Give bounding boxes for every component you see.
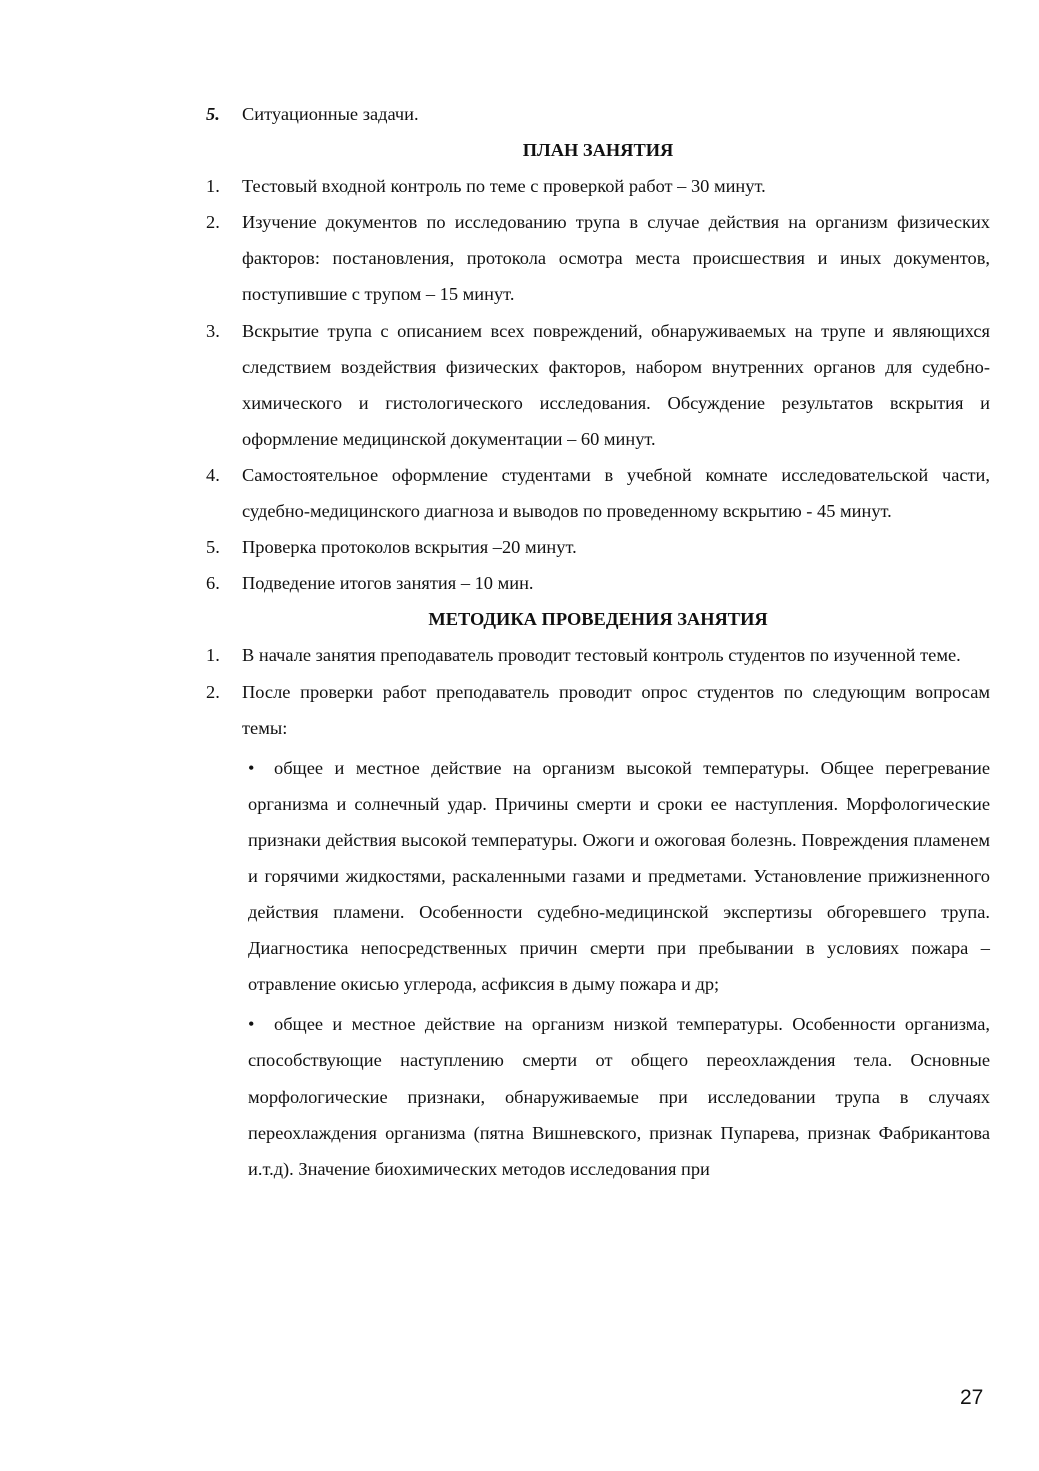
- list-item-text: Подведение итогов занятия – 10 мин.: [242, 573, 534, 594]
- list-item-number: 1.: [206, 176, 220, 197]
- list-item-number: 4.: [206, 464, 220, 485]
- plan-item-1: [206, 168, 990, 204]
- page-content: [206, 96, 990, 1187]
- method-item-1: [206, 637, 990, 673]
- list-item-text: Ситуационные задачи.: [242, 104, 419, 124]
- plan-item-6: [206, 565, 990, 601]
- bullet-text: общее и местное действие на организм высокой температуры. Общее перегревание организма и солнечный удар. Причины смерти и сроки ее наступления. Морфологические признаки действия высокой температуры. Ожоги и ожоговая болезнь. Повреждения пламенем и горячими жидкостями, раскаленными газами и предметами. Установление прижизненного действия пламени. Особенности судебно-медицинской экспертизы обгоревшего трупа. Диагностика непосредственных причин смерти при пребывании в условиях пожара – отравление окисью углерода, асфиксия в дыму пожара и др;: [248, 757, 990, 995]
- list-item-number: 1.: [206, 645, 220, 666]
- list-item-text: Проверка протоколов вскрытия –20 минут.: [242, 537, 577, 558]
- plan-item-5: [206, 529, 990, 565]
- plan-item-2: [206, 204, 990, 312]
- page-number: 27: [960, 1386, 984, 1409]
- bullet-item-low-temperature: [248, 1006, 990, 1186]
- list-item-text: Вскрытие трупа с описанием всех повреждений, обнаруживаемых на трупе и являющихся следствием воздействия физических факторов, набором внутренних органов для судебно-химического и гистологического исследования. Обсуждение результатов вскрытия и оформление медицинской документации – 60 минут.: [242, 320, 990, 449]
- list-item-text: Тестовый входной контроль по теме с проверкой работ – 30 минут.: [242, 176, 766, 197]
- method-item-2: [206, 674, 990, 746]
- list-item-text: Самостоятельное оформление студентами в учебной комнате исследовательской части, судебно-медицинского диагноза и выводов по проведенному вскрытию - 45 минут.: [242, 464, 990, 522]
- list-item-text: В начале занятия преподаватель проводит тестовый контроль студентов по изученной теме.: [242, 645, 961, 666]
- list-item-number: 2.: [206, 681, 220, 702]
- list-item-number: 6.: [206, 573, 220, 594]
- bullet-icon: •: [248, 1014, 255, 1035]
- bullet-text: общее и местное действие на организм низкой температуры. Особенности организма, способствующие наступлению смерти от общего переохлаждения тела. Основные морфологические признаки, обнаруживаемые при исследовании трупа в случаях переохлаждения организма (пятна Вишневского, признак Пупарева, признак Фабрикантова и.т.д). Значение биохимических методов исследования при: [248, 1014, 990, 1179]
- method-heading: МЕТОДИКА ПРОВЕДЕНИЯ ЗАНЯТИЯ: [428, 609, 768, 630]
- list-item-situational-tasks: [206, 96, 990, 132]
- plan-heading: ПЛАН ЗАНЯТИЯ: [522, 140, 674, 161]
- list-item-number: 2.: [206, 212, 220, 233]
- list-item-text: После проверки работ преподаватель проводит опрос студентов по следующим вопросам темы:: [242, 681, 990, 738]
- plan-item-4: [206, 457, 990, 529]
- bullet-item-high-temperature: [248, 750, 990, 1003]
- list-item-number: 5.: [206, 104, 220, 124]
- list-item-number: 3.: [206, 320, 220, 341]
- bullet-icon: •: [248, 757, 255, 778]
- list-item-number: 5.: [206, 537, 220, 558]
- list-item-text: Изучение документов по исследованию трупа в случае действия на организм физических факторов: постановления, протокола осмотра места происшествия и иных документов, поступившие с трупом – 15 минут.: [242, 212, 990, 305]
- plan-item-3: [206, 313, 990, 457]
